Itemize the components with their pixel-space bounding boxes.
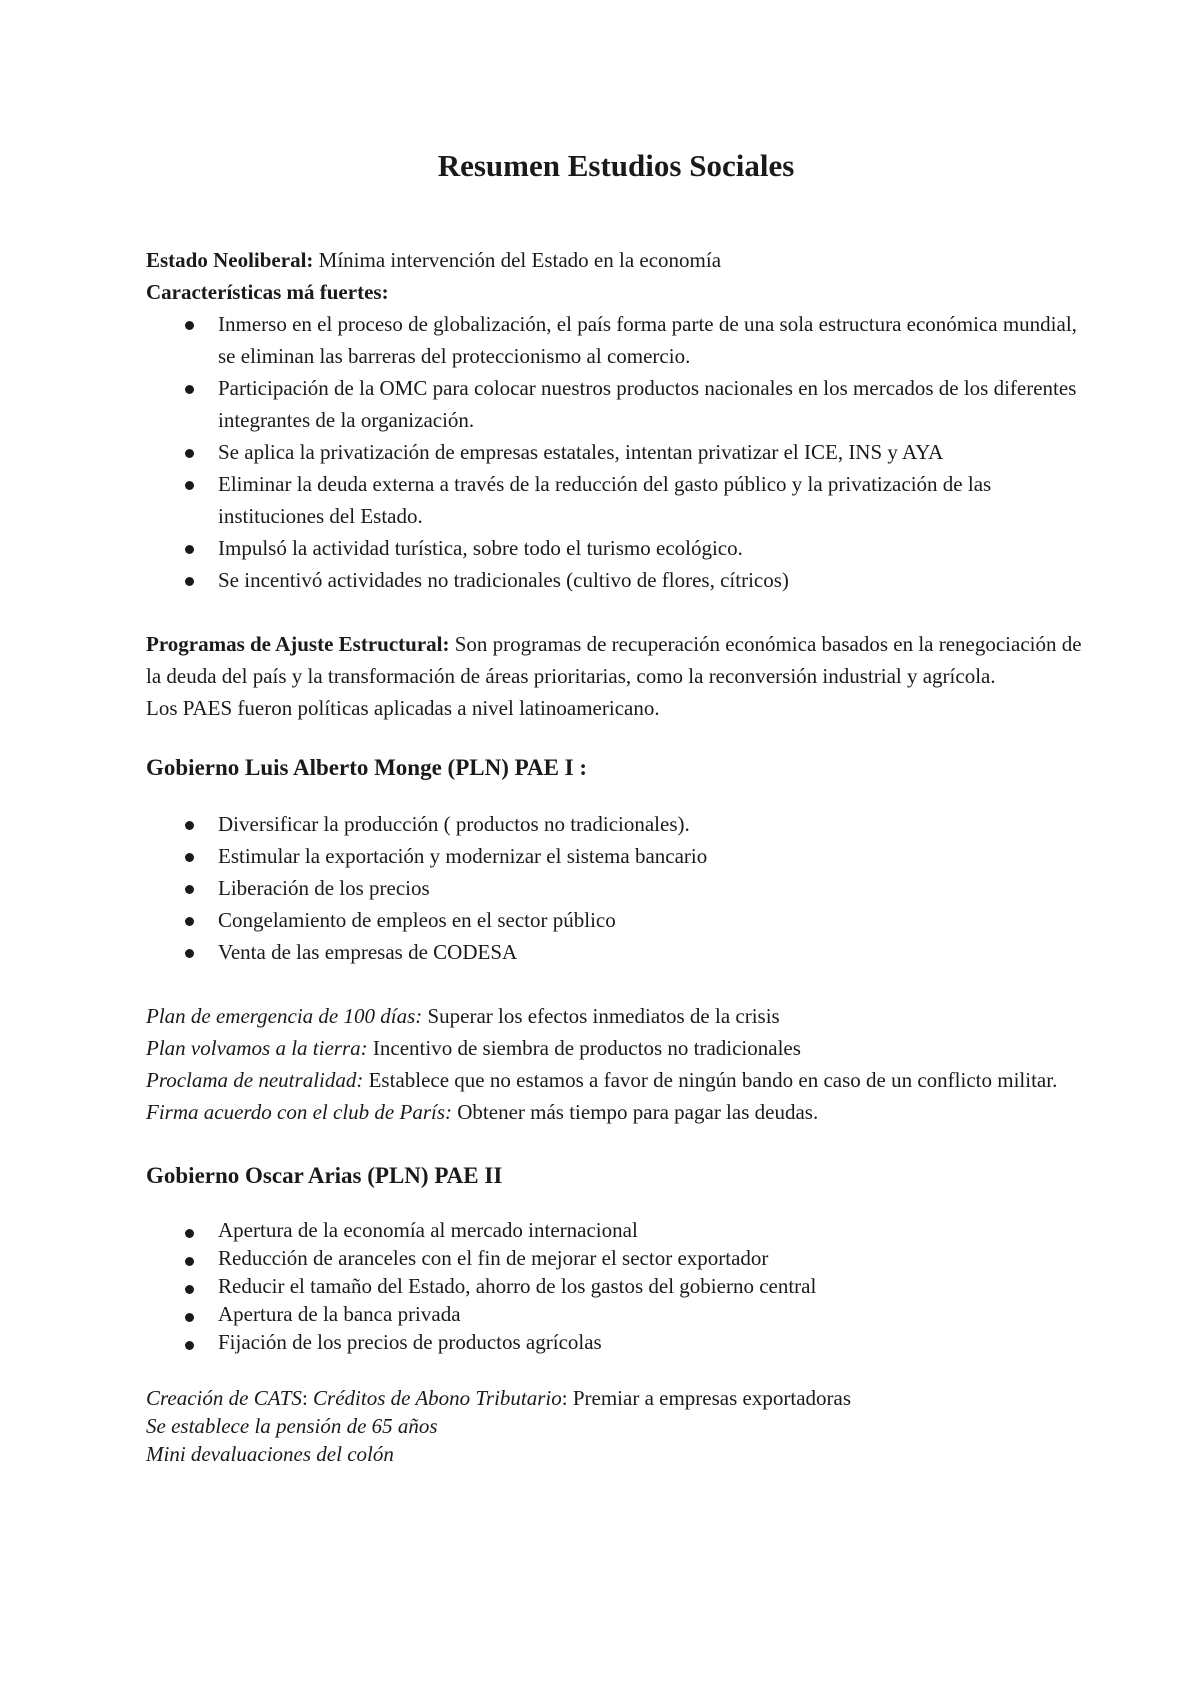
arias-list [146,1216,1086,1356]
cats-separator: : [301,1386,308,1410]
page-title: Resumen Estudios Sociales [437,148,795,183]
cats-separator: : [561,1386,568,1410]
list-item: Apertura de la banca privada [218,1300,1086,1328]
list-item: Inmerso en el proceso de globalización, el país forma parte de una sola estructura económica mundial, se eliminan las barreras del proteccionismo al comercio. [218,308,1086,372]
monge-plan-text: Superar los efectos inmediatos de la crisis [427,1004,780,1028]
arias-note-text: Se establece la pensión de 65 años [146,1414,438,1438]
monge-plan-text: Incentivo de siembra de productos no tradicionales [372,1036,801,1060]
monge-plan [146,1000,1086,1032]
estado-neoliberal-definition [146,244,1086,276]
monge-plan-text: Establece que no estamos a favor de ningún bando en caso de un conflicto militar. [368,1068,1058,1092]
monge-plan-label: Proclama de neutralidad: [146,1068,364,1092]
pae-text: Son programas de recuperación económica basados en la renegociación de la deuda del país y la transformación de áreas prioritarias, como la reconversión industrial y agrícola. [146,632,1082,688]
list-item: Eliminar la deuda externa a través de la reducción del gasto público y la privatización de las instituciones del Estado. [218,468,1086,532]
arias-heading: Gobierno Oscar Arias (PLN) PAE II [146,1163,503,1188]
list-item: Reducción de aranceles con el fin de mejorar el sector exportador [218,1244,1086,1272]
list-item: Liberación de los precios [218,872,1086,904]
list-item: Impulsó la actividad turística, sobre todo el turismo ecológico. [218,532,1086,564]
monge-plan-text: Obtener más tiempo para pagar las deudas. [457,1100,819,1124]
arias-note-text: Mini devaluaciones del colón [146,1442,394,1466]
monge-plan-label: Plan de emergencia de 100 días: [146,1004,423,1028]
monge-heading: Gobierno Luis Alberto Monge (PLN) PAE I : [146,755,588,780]
list-item: Reducir el tamaño del Estado, ahorro de los gastos del gobierno central [218,1272,1086,1300]
monge-plan [146,1096,1086,1128]
list-item: Estimular la exportación y modernizar el sistema bancario [218,840,1086,872]
monge-plan-label: Plan volvamos a la tierra: [146,1036,368,1060]
list-item: Apertura de la economía al mercado internacional [218,1216,1086,1244]
estado-neoliberal-label: Estado Neoliberal: [146,248,314,272]
list-item: Se incentivó actividades no tradicionales (cultivo de flores, cítricos) [218,564,1086,596]
list-item: Diversificar la producción ( productos no tradicionales). [218,808,1086,840]
document-body [146,138,1086,1468]
characteristics-heading: Características má fuertes: [146,280,389,304]
cats-meaning: Créditos de Abono Tributario [313,1386,562,1410]
list-item: Venta de las empresas de CODESA [218,936,1086,968]
arias-note [146,1440,1086,1468]
monge-plan [146,1064,1086,1096]
monge-list [146,808,1086,968]
monge-plan [146,1032,1086,1064]
arias-cats [146,1384,1086,1412]
estado-neoliberal-text: Mínima intervención del Estado en la economía [318,248,722,272]
pae-definition [146,628,1086,692]
pae-label: Programas de Ajuste Estructural: [146,632,450,656]
cats-text: Premiar a empresas exportadoras [572,1386,851,1410]
list-item: Congelamiento de empleos en el sector público [218,904,1086,936]
arias-note [146,1412,1086,1440]
cats-label: Creación de CATS [146,1386,302,1410]
list-item: Fijación de los precios de productos agrícolas [218,1328,1086,1356]
list-item: Se aplica la privatización de empresas estatales, intentan privatizar el ICE, INS y AYA [218,436,1086,468]
characteristics-list [146,308,1086,596]
pae-note: Los PAES fueron políticas aplicadas a nivel latinoamericano. [146,696,660,720]
monge-plan-label: Firma acuerdo con el club de París: [146,1100,452,1124]
list-item: Participación de la OMC para colocar nuestros productos nacionales en los mercados de los diferentes integrantes de la organización. [218,372,1086,436]
